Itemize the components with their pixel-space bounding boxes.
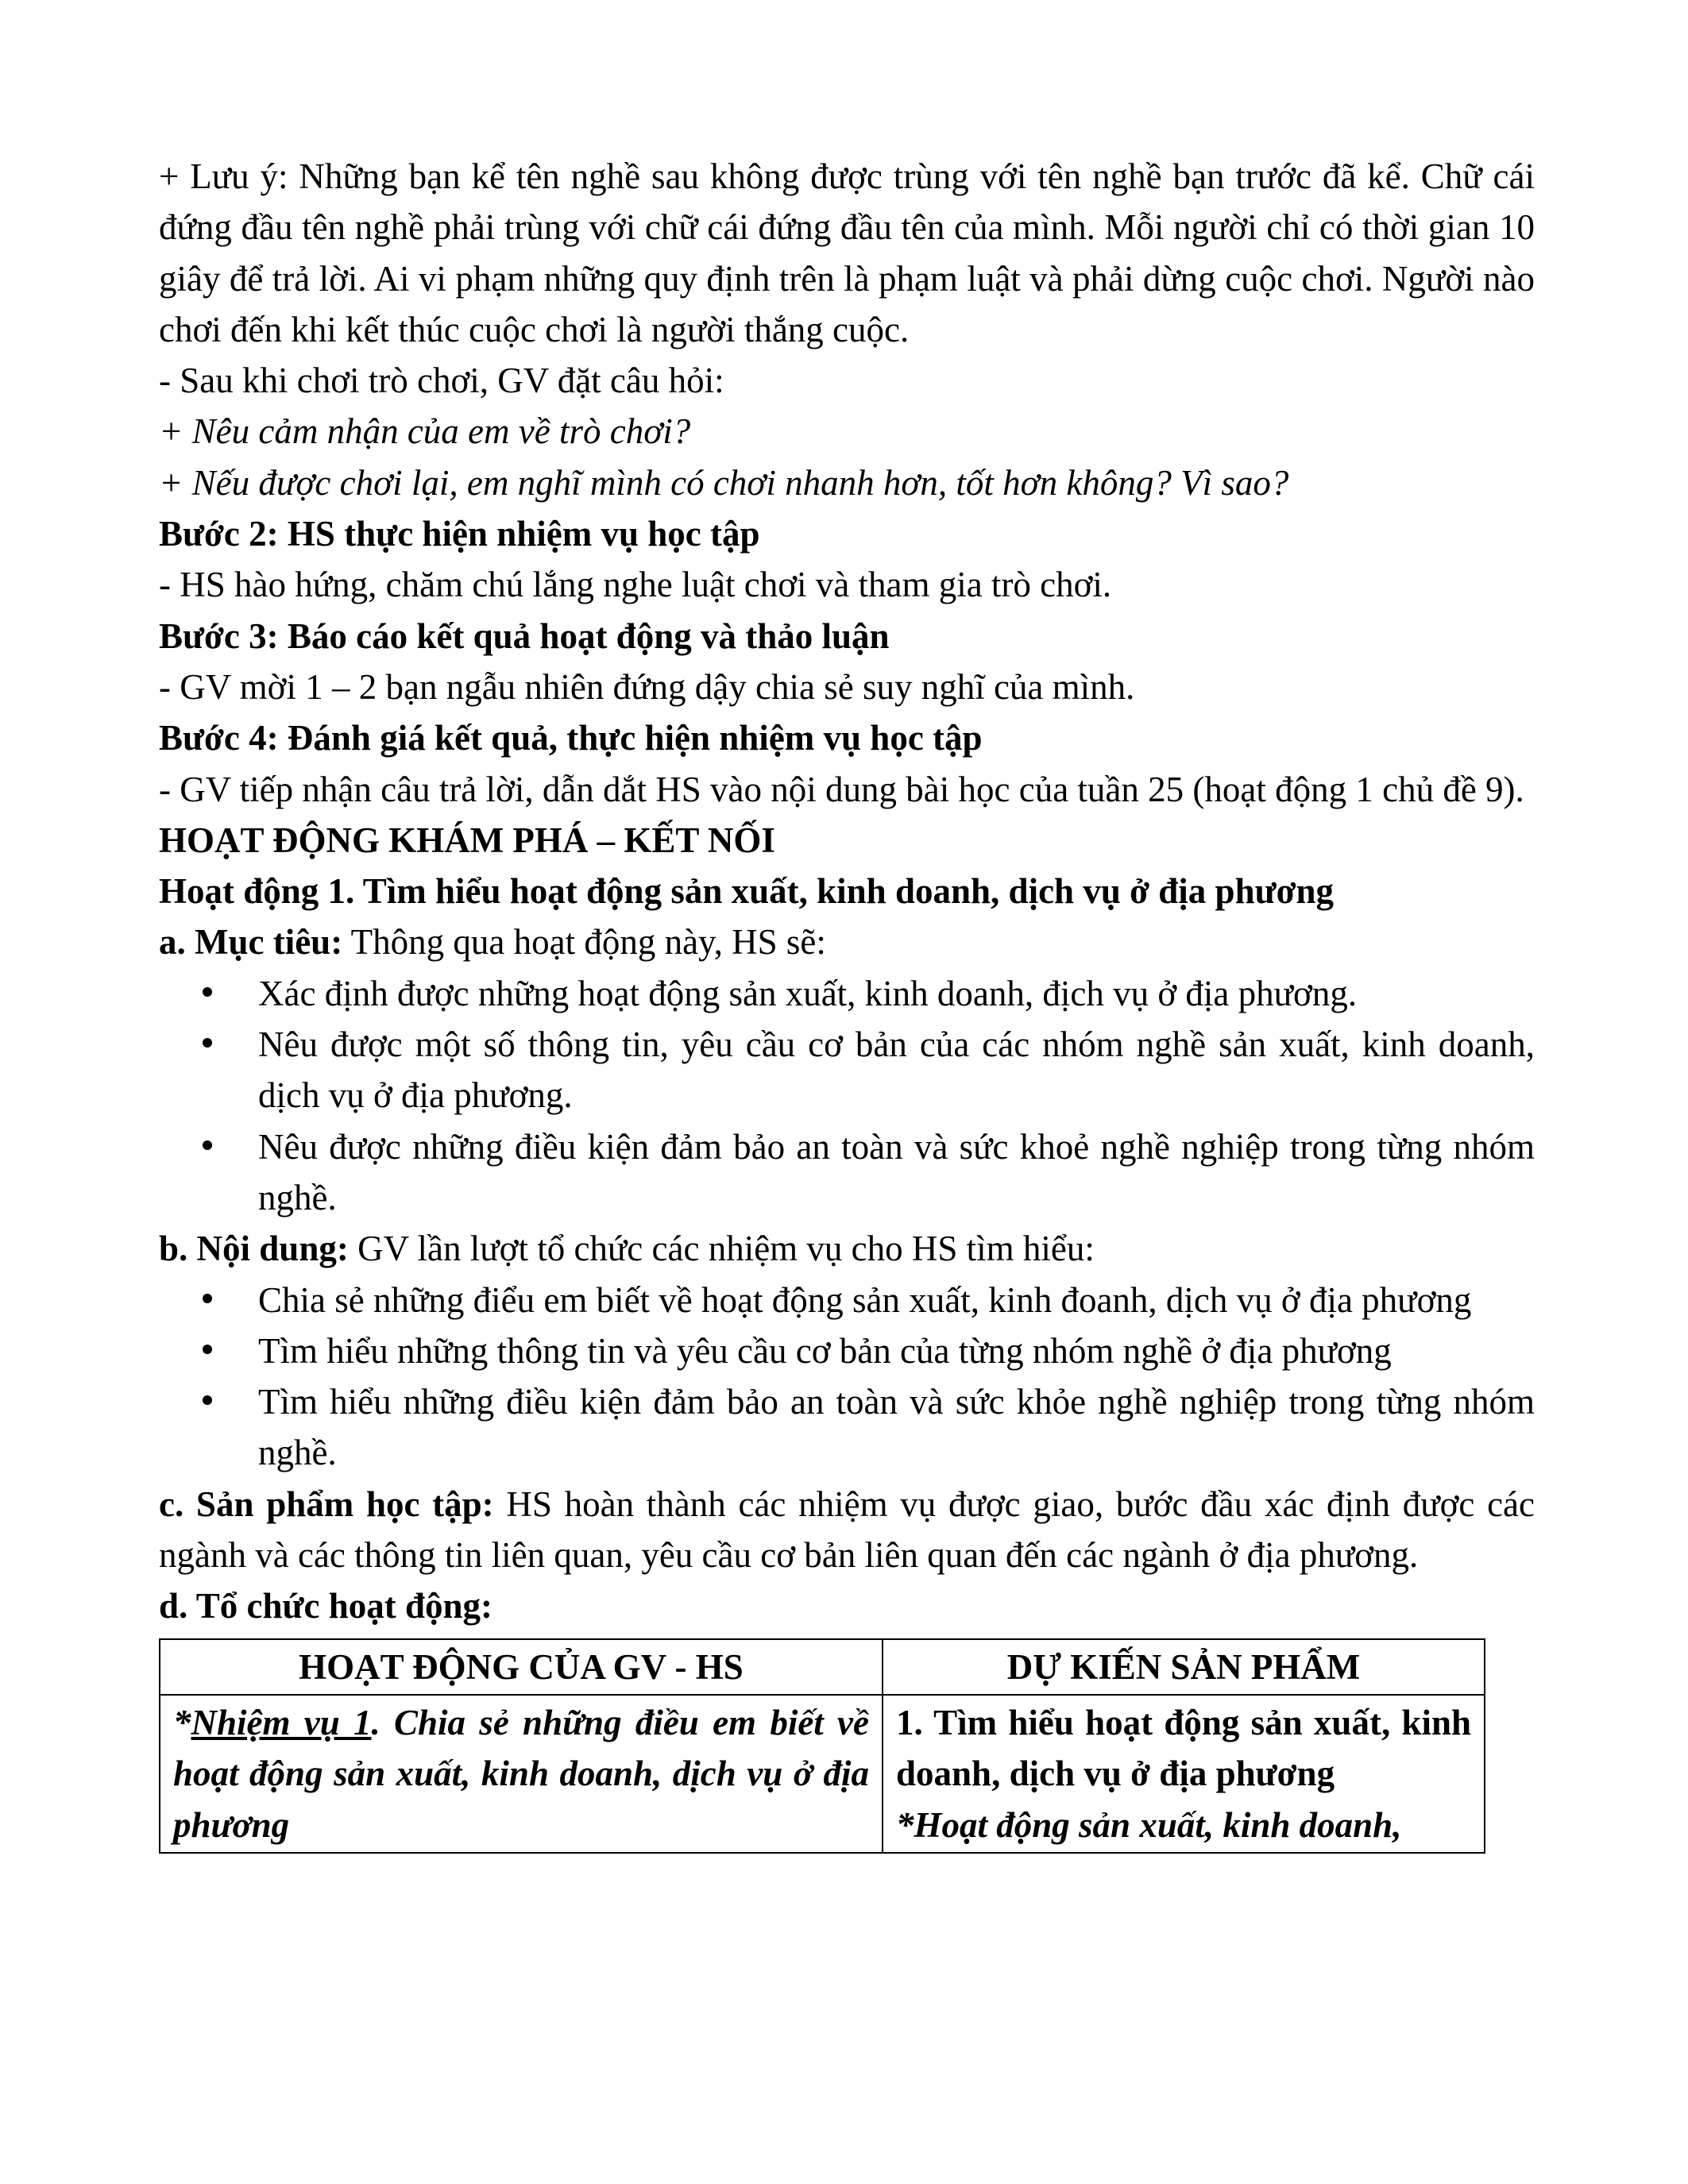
step-2-heading: Bước 2: HS thực hiện nhiệm vụ học tập [159,514,760,554]
question-2: + Nếu được chơi lại, em nghĩ mình có chơi nhanh hơn, tốt hơn không? Vì sao? [159,462,1289,503]
list-item: Chia sẻ những điểu em biết về hoạt động sản xuất, kinh đoanh, dịch vụ ở địa phương [258,1275,1535,1325]
step-3-heading: Bước 3: Báo cáo kết quả hoạt động và thảo luận [159,615,890,656]
table-header-teacher-student: HOẠT ĐỘNG CỦA GV - HS [160,1639,883,1695]
content-label: b. Nội dung: [159,1229,349,1269]
task-description: . Chia sẻ những điều em biết về hoạt động sản xuất, kinh doanh, dịch vụ ở địa phương [173,1702,869,1845]
question-1: + Nêu cảm nhận của em về trò chơi? [159,411,691,452]
game-rule-note: + Lưu ý: Những bạn kể tên nghề sau không được trùng với tên nghề bạn trước đã kể. Chữ cái đứng đầu tên nghề phải trùng với chữ cái đứng đầu tên của mình. Mỗi người chỉ có thời gian 10 giây để trả lời. Ai vi phạm những quy định trên là phạm luật và phải dừng cuộc chơi. Người nào chơi đến khi kết thúc cuộc chơi là người thắng cuộc. [159,156,1535,349]
content-line [159,1223,1535,1274]
product-label: c. Sản phẩm học tập: [159,1484,494,1524]
organize-label: d. Tổ chức hoạt động: [159,1586,493,1626]
task-prefix: * [173,1702,191,1742]
objective-list [159,968,1535,1223]
step-3-text: - GV mời 1 – 2 bạn ngẫu nhiên đứng dậy chia sẻ suy nghĩ của mình. [159,666,1135,707]
list-item: Nêu được một số thông tin, yêu cầu cơ bản của các nhóm nghề sản xuất, kinh doanh, dịch vụ ở địa phương. [258,1019,1535,1121]
list-item: Tìm hiểu những thông tin và yêu cầu cơ bản của từng nhóm nghề ở địa phương [258,1325,1535,1376]
list-item: Xác định được những hoạt động sản xuất, kinh doanh, địch vụ ở địa phương. [258,968,1535,1019]
product-subheading: *Hoạt động sản xuất, kinh doanh, [896,1804,1402,1845]
table-cell-product [883,1695,1485,1853]
content-text: GV lần lượt tổ chức các nhiệm vụ cho HS tìm hiểu: [348,1229,1095,1269]
table-row [160,1695,1485,1853]
task-label: Nhiệm vụ 1 [191,1702,372,1742]
list-item: Tìm hiểu những điều kiện đảm bảo an toàn và sức khỏe nghề nghiệp trong từng nhóm nghề. [258,1376,1535,1479]
objective-label: a. Mục tiêu: [159,922,343,963]
step-4-heading: Bước 4: Đánh giá kết quả, thực hiện nhiệm vụ học tập [159,718,983,758]
table-header-expected-product: DỰ KIẾN SẢN PHẨM [883,1639,1485,1695]
product-line [159,1479,1535,1581]
objective-text: Thông qua hoạt động này, HS sẽ: [342,922,826,963]
product-text: HS hoàn thành các nhiệm vụ được giao, bước đầu xác định được các ngành và các thông tin liên quan, yêu cầu cơ bản liên quan đến các ngành ở địa phương. [159,1484,1535,1576]
objective-line [159,916,1535,967]
content-list [159,1275,1535,1479]
list-item: Nêu được những điều kiện đảm bảo an toàn và sức khoẻ nghề nghiệp trong từng nhóm nghề. [258,1121,1535,1224]
activity-table [159,1638,1485,1854]
step-4-text: - GV tiếp nhận câu trả lời, dẫn dắt HS vào nội dung bài học của tuần 25 (hoạt động 1 chủ đề 9). [159,769,1524,809]
activity-title: Hoạt động 1. Tìm hiểu hoạt động sản xuất, kinh doanh, dịch vụ ở địa phương [159,871,1335,912]
step-2-text: - HS hào hứng, chăm chú lắng nghe luật chơi và tham gia trò chơi. [159,565,1112,605]
product-heading: 1. Tìm hiểu hoạt động sản xuất, kinh doanh, dịch vụ ở địa phương [896,1702,1471,1794]
table-cell-task [160,1695,883,1853]
after-game-instruction: - Sau khi chơi trò chơi, GV đặt câu hỏi: [159,361,724,401]
table-header-row [160,1639,1485,1695]
section-title: HOẠT ĐỘNG KHÁM PHÁ – KẾT NỐI [159,820,775,860]
document-page [159,151,1535,1854]
